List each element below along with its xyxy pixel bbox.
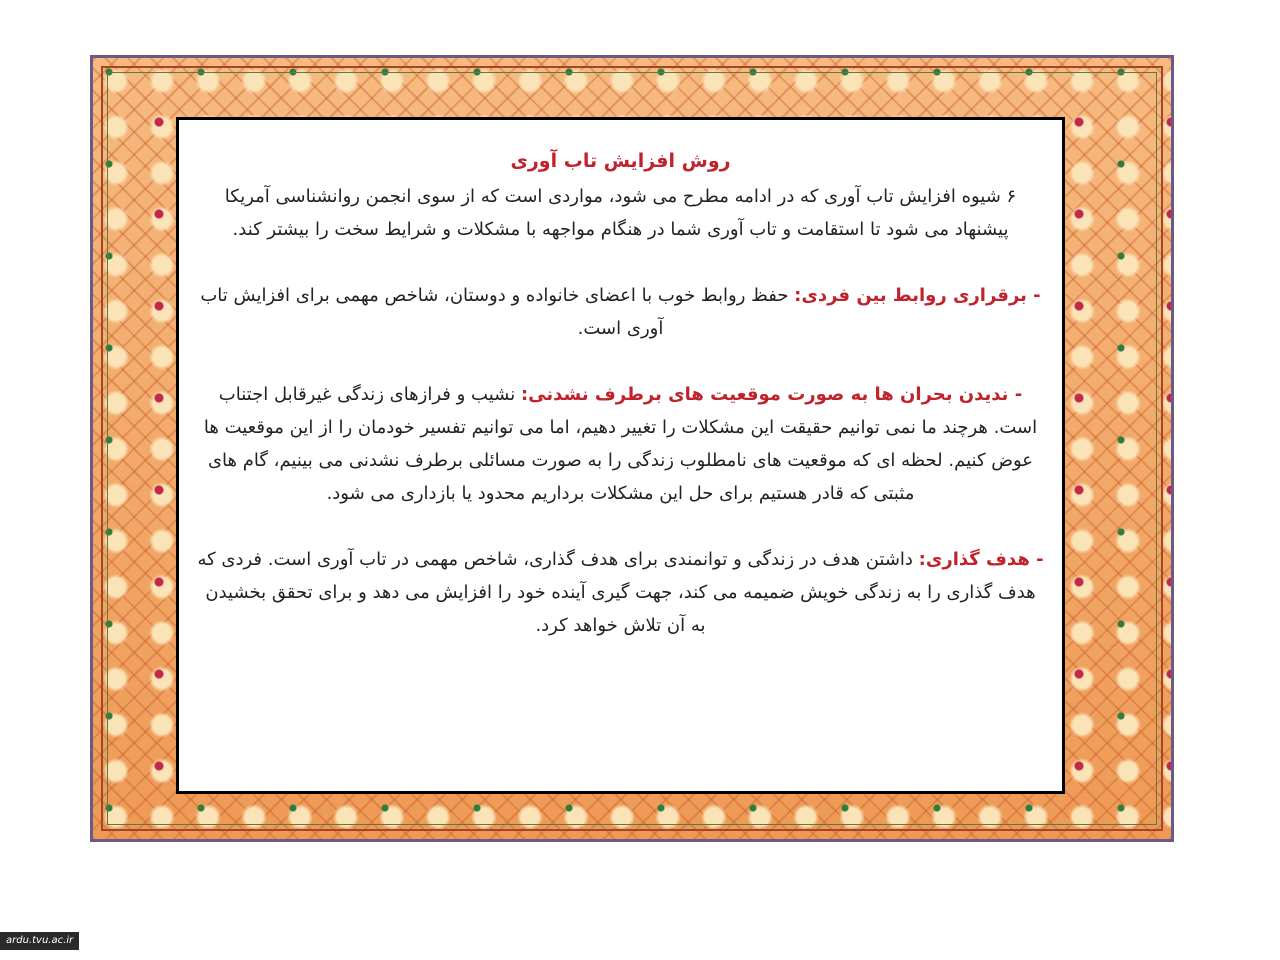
item-relationships-heading: - برقراری روابط بین فردی: (794, 285, 1041, 306)
site-watermark: ardu.tvu.ac.ir (0, 932, 79, 950)
item-crises (197, 378, 1044, 510)
item-goal-setting (197, 543, 1044, 642)
item-goal-setting-heading: - هدف گذاری: (918, 549, 1044, 570)
slide-title: روش افزایش تاب آوری (510, 150, 731, 172)
item-crises-text: نشیب و فرازهای زندگی غیرقابل اجتناب است. هرچند ما نمی توانیم حقیقت این مشکلات را تغییر دهیم، اما می توانیم تفسیر خودمان را از این موقعیت ها عوض کنیم. لحظه ای که موقعیت های نامطلوب زندگی را به صورت مسائلی برطرف نشدنی می بینیم، گام های مثبتی که قادر هستیم برای حل این مشکلات برداریم محدود یا بازداری می شود. (203, 384, 1038, 504)
spacer (197, 510, 1044, 543)
spacer (197, 345, 1044, 378)
spacer (197, 246, 1044, 279)
item-relationships (197, 279, 1044, 345)
item-relationships-text: حفظ روابط خوب با اعضای خانواده و دوستان، شاخص مهمی برای افزایش تاب آوری است. (200, 285, 795, 339)
item-crises-heading: - ندیدن بحران ها به صورت موقعیت های برطرف نشدنی: (520, 384, 1023, 405)
intro-paragraph: ۶ شیوه افزایش تاب آوری که در ادامه مطرح می شود، مواردی است که از سوی انجمن روانشناسی آمریکا پیشنهاد می شود تا استقامت و تاب آوری شما در هنگام مواجهه با مشکلات و شرایط سخت را بیشتر کند. (224, 186, 1017, 240)
content-box (176, 117, 1065, 794)
item-goal-setting-text: داشتن هدف در زندگی و توانمندی برای هدف گذاری، شاخص مهمی در تاب آوری است. فردی که هدف گذاری را به زندگی خویش ضمیمه می کند، جهت گیری آینده خود را افزایش می دهد و برای تحقق بخشیدن به آن تلاش خواهد کرد. (197, 549, 1036, 636)
